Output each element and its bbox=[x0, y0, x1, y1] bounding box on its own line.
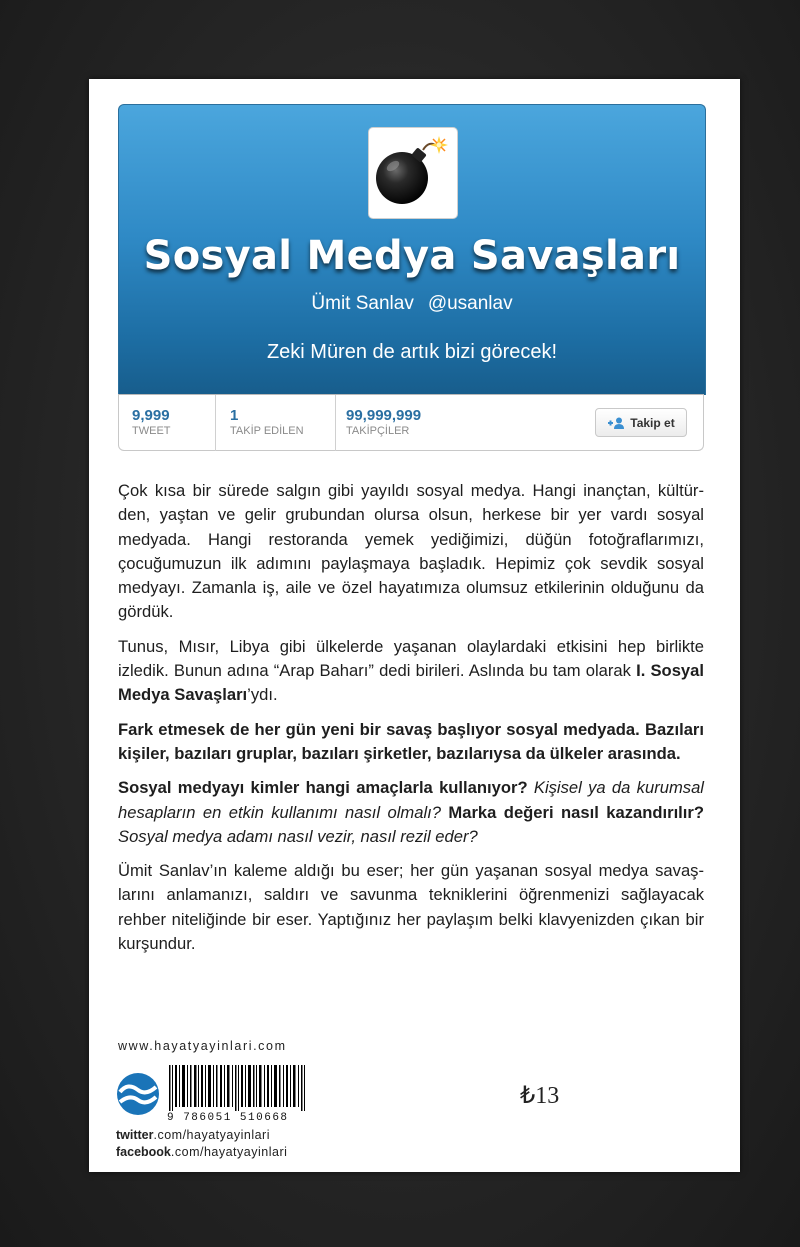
author-handle[interactable]: @usanlav bbox=[427, 293, 513, 314]
facebook-brand: facebook bbox=[116, 1145, 171, 1159]
question-4: Sosyal medya adamı nasıl vezir, nasıl rezil eder? bbox=[118, 826, 478, 846]
paragraph-2-text: Tunus, Mısır, Libya gibi ülkelerde yaşanan olaylardaki etkisini hep birlikte izledik. Bunun adına “Arap Baharı” dedi birileri. Aslında bu tam olarak bbox=[118, 636, 704, 681]
paragraph-3: Fark etmesek de her gün yeni bir savaş başlıyor sosyal medyada. Bazıları kişiler, bazıları gruplar, bazıları şirketler, bazılarıysa da ülkeler arasında. bbox=[118, 719, 704, 763]
stat-value: 99,999,999 bbox=[346, 407, 422, 424]
paragraph-1: Çok kısa bir sürede salgın gibi yayıldı sosyal medya. Hangi inançtan, kültür-den, yaştan ve gelir grubundan olursa olsun, herkese bir yer vardı sosyal medyada. Hangi restoranda yemek yediğimizi, düğün fotoğraflarımızı, çocuğumuzun ilk adımını paylaşmaya başladık. Hepimiz çok sevdik sosyal medyayı. Zamanla iş, aile ve özel hayatımıza olumsuz etkilerinin olduğunu da gördük. bbox=[118, 481, 704, 622]
author-name: Ümit Sanlav bbox=[311, 293, 414, 314]
tagline: Zeki Müren de artık bizi görecek! bbox=[266, 341, 558, 363]
facebook-path: .com/hayatyayinlari bbox=[170, 1145, 288, 1159]
stat-tweets[interactable] bbox=[132, 407, 171, 437]
profile-avatar bbox=[368, 127, 458, 219]
isbn-number: 9 786051 510668 bbox=[167, 1112, 289, 1124]
stat-value: 1 bbox=[230, 407, 239, 424]
paragraph-2 bbox=[118, 635, 704, 708]
book-back-cover bbox=[89, 79, 740, 1172]
profile-banner bbox=[118, 104, 706, 395]
stat-followers[interactable] bbox=[346, 407, 421, 437]
question-3: Marka değeri nasıl kazandırılır? bbox=[441, 802, 704, 822]
stat-label: TWEET bbox=[132, 425, 171, 437]
follow-button[interactable] bbox=[595, 408, 687, 437]
question-1: Sosyal medyayı kimler hangi amaçlarla kullanıyor? bbox=[118, 778, 528, 798]
twitter-brand: twitter bbox=[116, 1128, 154, 1142]
stat-divider bbox=[335, 395, 336, 451]
author-line bbox=[119, 293, 705, 315]
paragraph-2-suffix: ’ydı. bbox=[247, 685, 278, 705]
paragraph-4 bbox=[118, 776, 704, 849]
question-2: Kişisel ya da kurumsal hesapların en etkin kullanımı nasıl olmalı? bbox=[118, 778, 704, 822]
blurb-text bbox=[118, 479, 704, 966]
paragraph-5: Ümit Sanlav’ın kaleme aldığı bu eser; her gün yaşanan sosyal medya savaş-larını anlamanızı, saldırı ve savunma tekniklerini öğrenmenizi sağlayacak rehber niteliğinde bir eser. Yaptığınız her paylaşım belki klavyenizden çıkan bir kurşundur. bbox=[118, 861, 704, 954]
follow-button-label: Takip et bbox=[630, 415, 675, 430]
twitter-link[interactable] bbox=[116, 1128, 270, 1142]
publisher-website[interactable]: www.hayatyayinlari.com bbox=[118, 1039, 287, 1053]
stat-label: TAKİP EDİLEN bbox=[230, 425, 304, 437]
stat-label: TAKİPÇİLER bbox=[346, 425, 410, 437]
stat-value: 9,999 bbox=[132, 407, 170, 424]
stat-following[interactable] bbox=[230, 407, 304, 437]
twitter-path: .com/hayatyayinlari bbox=[153, 1128, 270, 1142]
stat-divider bbox=[215, 395, 216, 451]
add-user-icon bbox=[607, 417, 625, 429]
publisher-logo-icon bbox=[116, 1072, 160, 1116]
book-title: Sosyal Medya Savaşları bbox=[143, 233, 681, 279]
price: ₺13 bbox=[520, 1083, 560, 1109]
barcode-icon bbox=[167, 1065, 310, 1111]
profile-stats-bar bbox=[118, 394, 704, 451]
facebook-link[interactable] bbox=[116, 1145, 287, 1159]
paragraph-2-bold: I. Sosyal Medya Savaşları bbox=[118, 661, 704, 705]
bomb-icon bbox=[369, 128, 457, 218]
